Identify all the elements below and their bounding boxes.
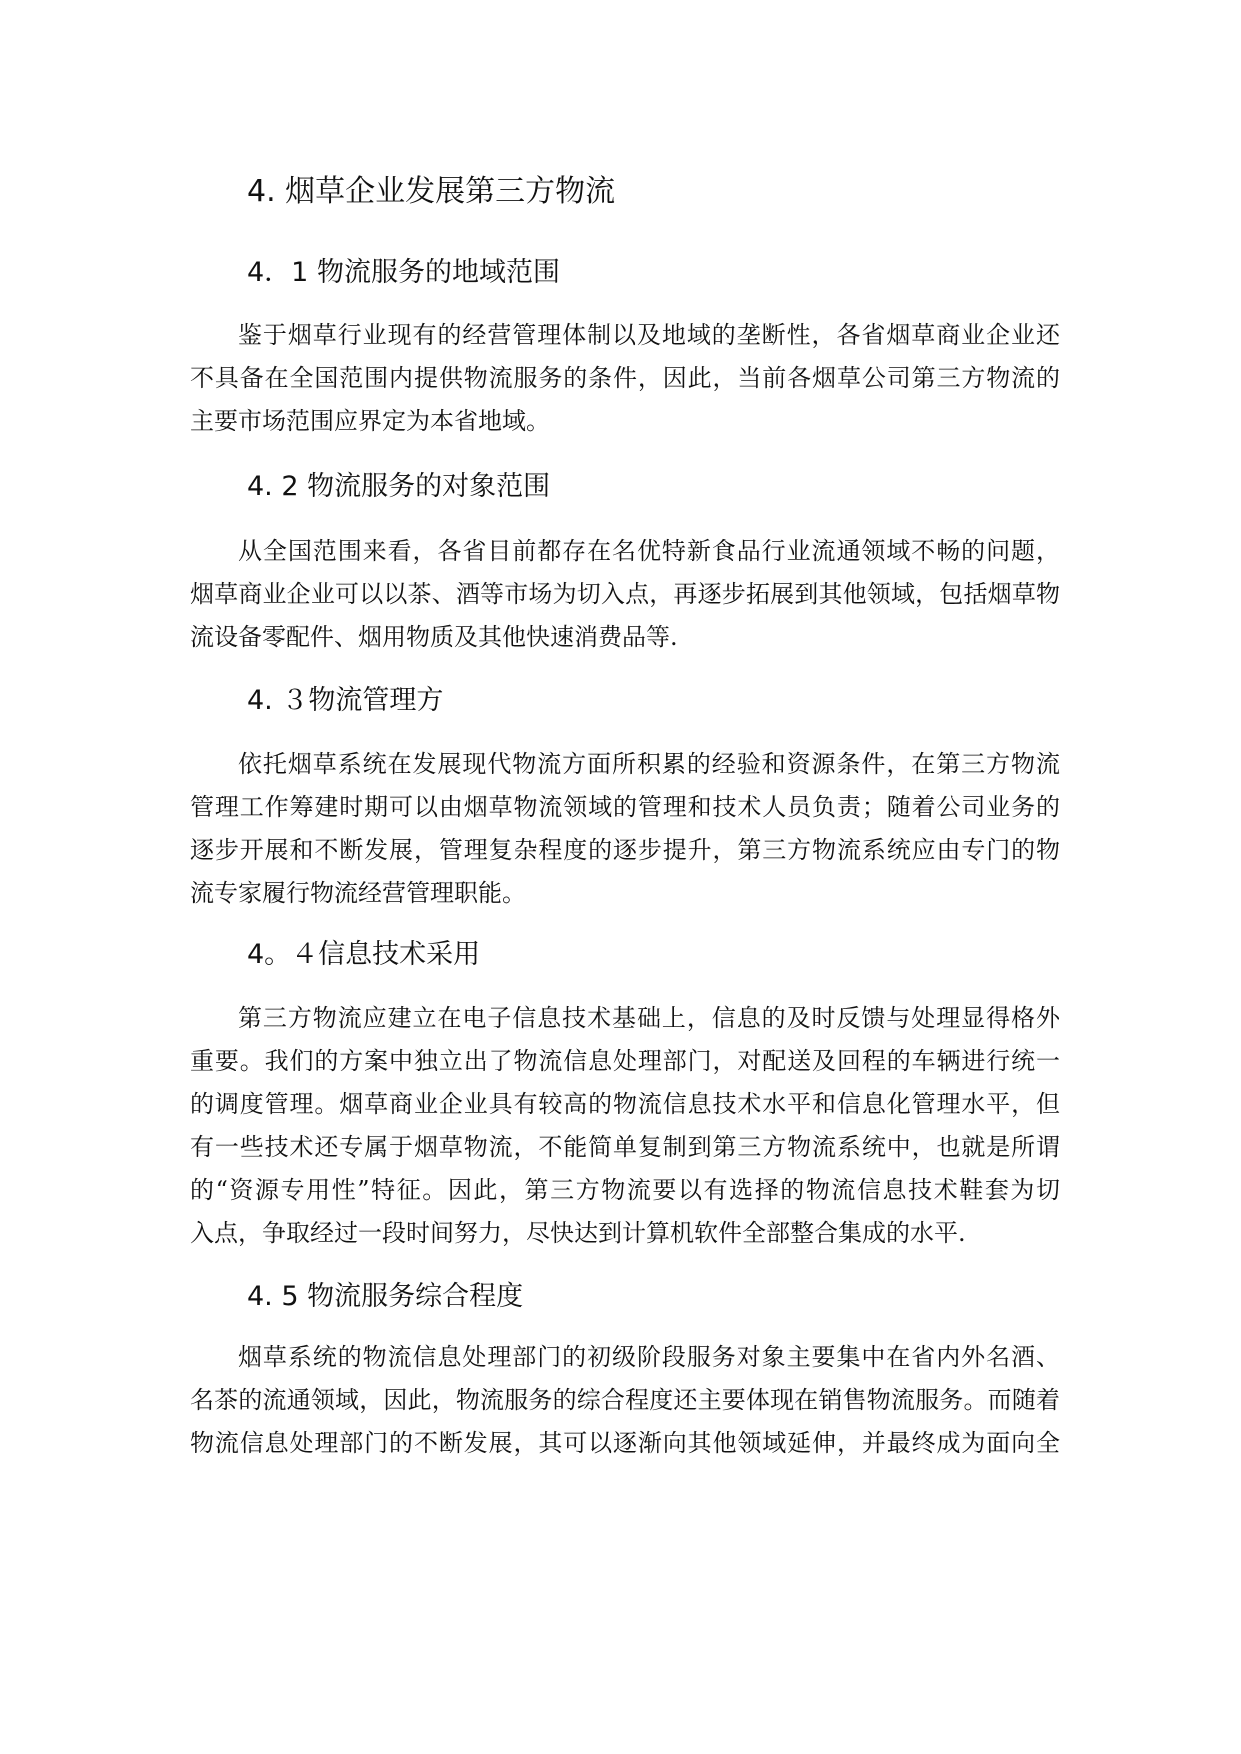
section-heading-4-1: 4．1 物流服务的地域范围 <box>247 257 560 288</box>
paragraph-line: 主要市场范围应界定为本省地域。 <box>190 407 550 435</box>
paragraph-line: 依托烟草系统在发展现代物流方面所积累的经验和资源条件，在第三方物流 <box>238 750 1060 778</box>
paragraph-line: 不具备在全国范围内提供物流服务的条件，因此，当前各烟草公司第三方物流的 <box>190 364 1060 392</box>
section-body-4-1 <box>190 314 1060 443</box>
paragraph-line: 第三方物流应建立在电子信息技术基础上，信息的及时反馈与处理显得格外 <box>238 1004 1060 1032</box>
paragraph-line: 的调度管理。烟草商业企业具有较高的物流信息技术水平和信息化管理水平，但 <box>190 1090 1060 1118</box>
section-body-4-2 <box>190 530 1060 659</box>
paragraph-line: 从全国范围来看，各省目前都存在名优特新食品行业流通领域不畅的问题， <box>238 537 1060 565</box>
paragraph-line: 流专家履行物流经营管理职能。 <box>190 879 526 907</box>
section-body-4-3 <box>190 743 1060 915</box>
paragraph-line: 物流信息处理部门的不断发展，其可以逐渐向其他领域延伸，并最终成为面向全 <box>190 1429 1060 1457</box>
paragraph-line: 烟草商业企业可以以茶、酒等市场为切入点，再逐步拓展到其他领域，包括烟草物 <box>190 580 1060 608</box>
paragraph-line: 的“资源专用性”特征。因此，第三方物流要以有选择的物流信息技术鞋套为切 <box>190 1176 1060 1204</box>
section-heading-4-5: 4. 5 物流服务综合程度 <box>247 1281 524 1312</box>
paragraph-line: 逐步开展和不断发展，管理复杂程度的逐步提升，第三方物流系统应由专门的物 <box>190 836 1060 864</box>
section-heading-4-3: 4. ３物流管理方 <box>247 685 444 716</box>
document-title: 4. 烟草企业发展第三方物流 <box>247 174 616 209</box>
paragraph-line: 名茶的流通领域，因此，物流服务的综合程度还主要体现在销售物流服务。而随着 <box>190 1386 1060 1414</box>
section-heading-4-4: 4。４信息技术采用 <box>247 939 481 970</box>
section-body-4-5 <box>190 1336 1060 1465</box>
paragraph-line: 管理工作筹建时期可以由烟草物流领域的管理和技术人员负责；随着公司业务的 <box>190 793 1060 821</box>
section-body-4-4 <box>190 997 1060 1255</box>
section-heading-4-2: 4. 2 物流服务的对象范围 <box>247 471 551 502</box>
paragraph-line: 流设备零配件、烟用物质及其他快速消费品等. <box>190 623 678 651</box>
paragraph-line: 有一些技术还专属于烟草物流，不能简单复制到第三方物流系统中，也就是所谓 <box>190 1133 1060 1161</box>
paragraph-line: 鉴于烟草行业现有的经营管理体制以及地域的垄断性，各省烟草商业企业还 <box>238 321 1060 349</box>
paragraph-line: 入点，争取经过一段时间努力，尽快达到计算机软件全部整合集成的水平. <box>190 1219 966 1247</box>
paragraph-line: 烟草系统的物流信息处理部门的初级阶段服务对象主要集中在省内外名酒、 <box>238 1343 1060 1371</box>
paragraph-line: 重要。我们的方案中独立出了物流信息处理部门，对配送及回程的车辆进行统一 <box>190 1047 1060 1075</box>
